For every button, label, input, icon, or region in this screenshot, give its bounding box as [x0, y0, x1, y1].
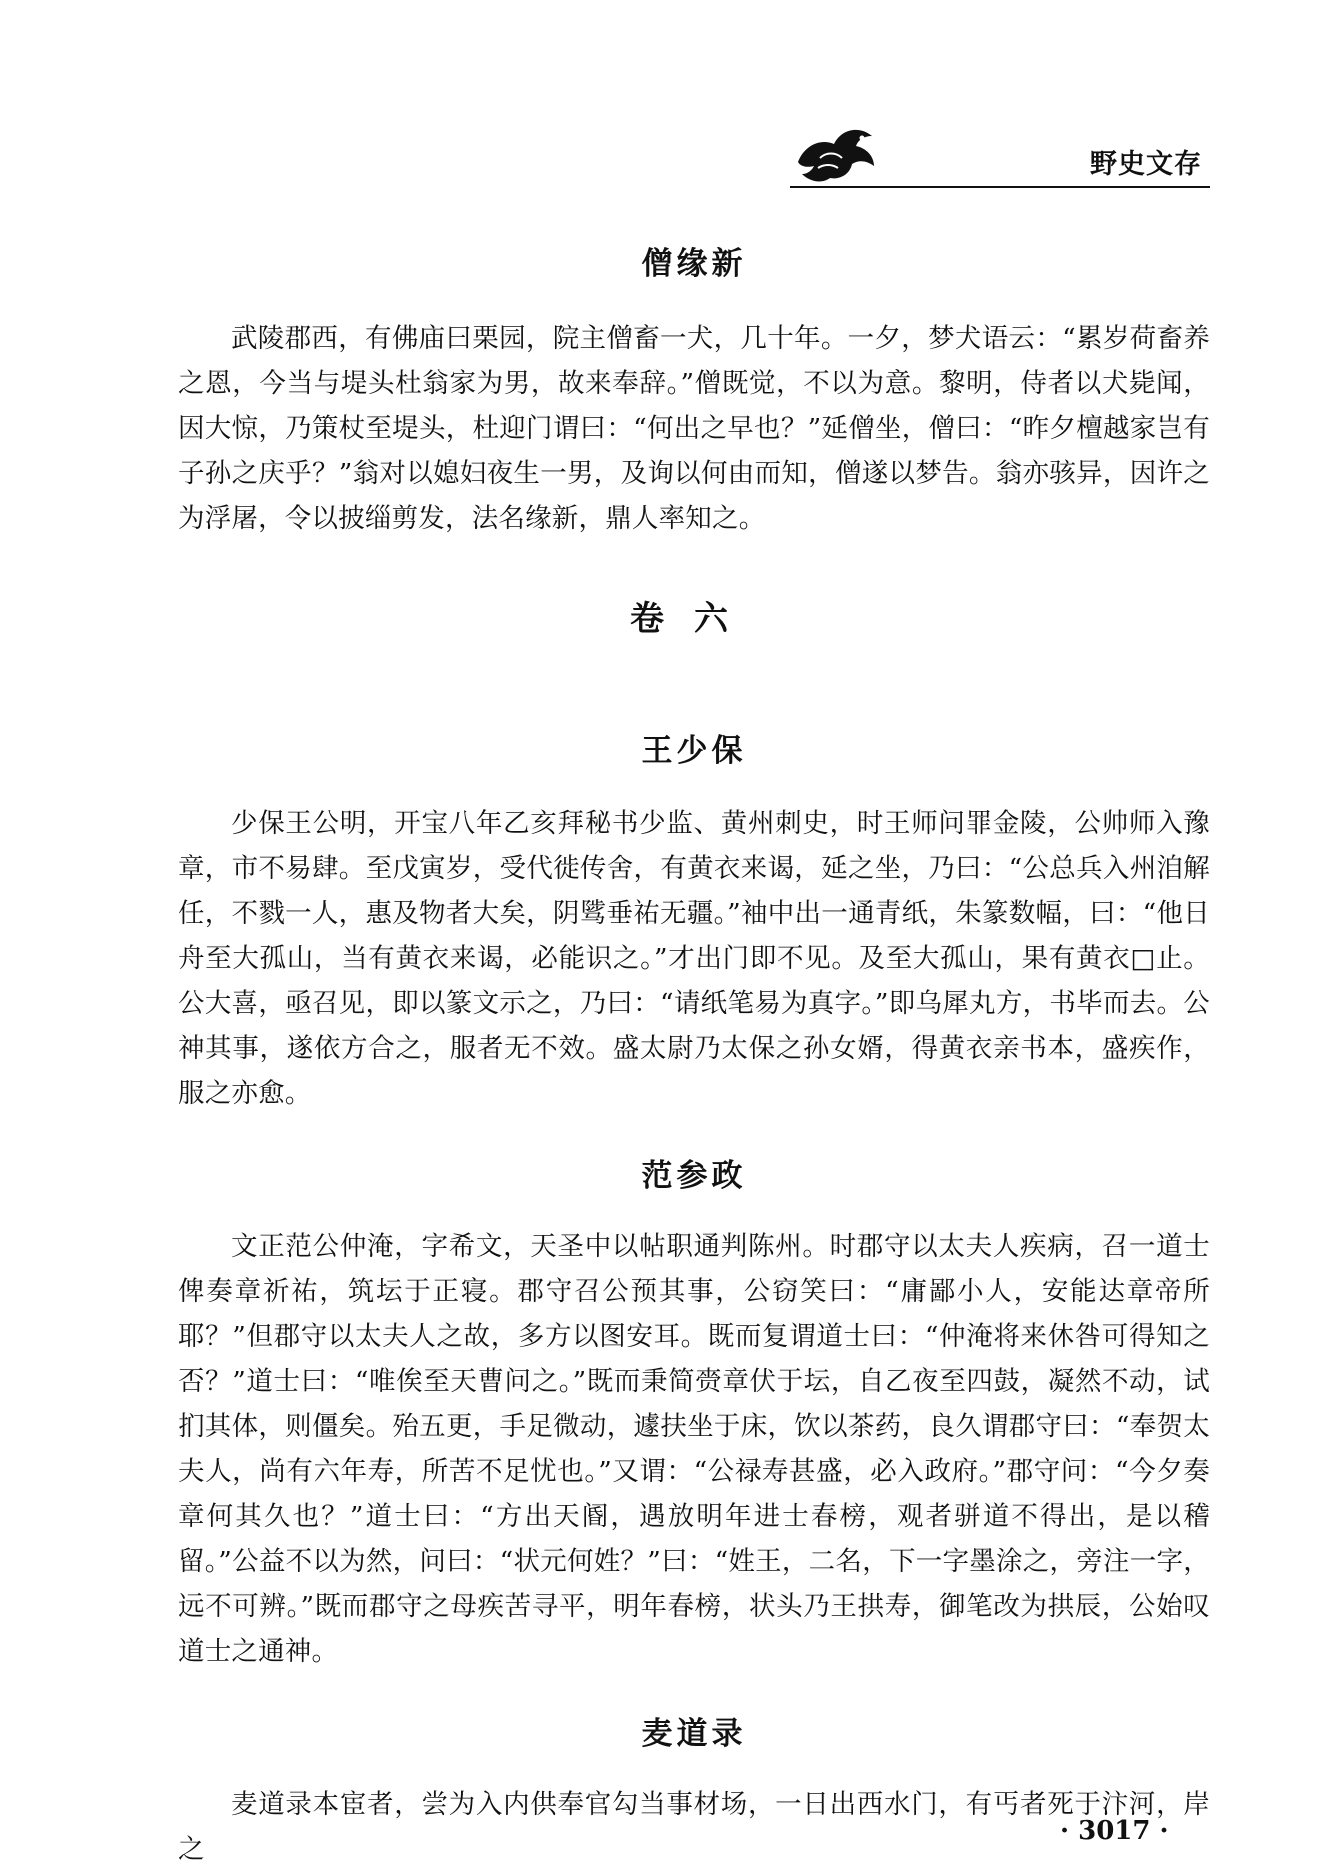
section-title: 范参政	[641, 1158, 747, 1194]
section-text: 少保王公明，开宝八年乙亥拜秘书少监、黄州刺史，时王师问罪金陵，公帅师入豫章，市不易肆。至戊寅岁，受代徙传舍，有黄衣来谒，延之坐，乃曰：“公总兵入州洎解任，不戮一人，惠及物者大矣，阴骘垂祐无疆。”袖中出一通青纸，朱篆数幅，曰：“他日舟至大孤山，当有黄衣来谒，必能识之。”才出门即不见。及至大孤山，果有黄衣□止。公大喜，亟召见，即以篆文示之，乃曰：“请纸笔易为真字。”即乌犀丸方，书毕而去。公神其事，遂依方合之，服者无不效。盛太尉乃太保之孙女婿，得黄衣亲书本，盛疾作，服之亦愈。	[178, 808, 1210, 1109]
section-title: 麦道录	[641, 1716, 747, 1752]
page-content	[178, 240, 1210, 1872]
page-header	[790, 118, 1210, 190]
section-title: 王少保	[641, 733, 747, 769]
header-title: 野史文存	[1090, 149, 1202, 180]
volume-title: 卷六	[630, 599, 758, 639]
section-text: 文正范公仲淹，字希文，天圣中以帖职通判陈州。时郡守以太夫人疾病，召一道士俾奏章祈祐，筑坛于正寝。郡守召公预其事，公窃笑曰：“庸鄙小人，安能达章帝所耶？”但郡守以太夫人之故，多方以图安耳。既而复谓道士曰：“仲淹将来休咎可得知之否？”道士曰：“唯俟至天曹问之。”既而秉简赍章伏于坛，自乙夜至四鼓，凝然不动，试扪其体，则僵矣。殆五更，手足微动，遽扶坐于床，饮以茶药，良久谓郡守曰：“奉贺太夫人，尚有六年寿，所苦不足忧也。”又谓：“公禄寿甚盛，必入政府。”郡守问：“今夕奏章何其久也？”道士曰：“方出天阍，遇放明年进士春榜，观者骈道不得出，是以稽留。”公益不以为然，问曰：“状元何姓？”曰：“姓王，二名，下一字墨涂之，旁注一字，远不可辨。”既而郡守之母疾苦寻平，明年春榜，状头乃王拱寿，御笔改为拱辰，公始叹道士之通神。	[178, 1231, 1210, 1667]
section-text: 武陵郡西，有佛庙曰栗园，院主僧畜一犬，几十年。一夕，梦犬语云：“累岁荷畜养之恩，今当与堤头杜翁家为男，故来奉辞。”僧既觉，不以为意。黎明，侍者以犬毙闻，因大惊，乃策杖至堤头，杜迎门谓曰：“何出之早也？”延僧坐，僧曰：“昨夕檀越家岂有子孙之庆乎？”翁对以媳妇夜生一男，及询以何由而知，僧遂以梦告。翁亦骇异，因许之为浮屠，令以披缁剪发，法名缘新，鼎人率知之。	[178, 323, 1210, 534]
page-number: · 3017 ·	[1060, 1816, 1169, 1846]
section-text: 麦道录本宦者，尝为入内供奉官勾当事材场，一日出西水门，有丐者死于汴河，岸之	[178, 1789, 1210, 1865]
dragon-emblem-icon	[790, 118, 880, 188]
header-divider	[790, 186, 1210, 188]
section-title: 僧缘新	[641, 246, 747, 282]
